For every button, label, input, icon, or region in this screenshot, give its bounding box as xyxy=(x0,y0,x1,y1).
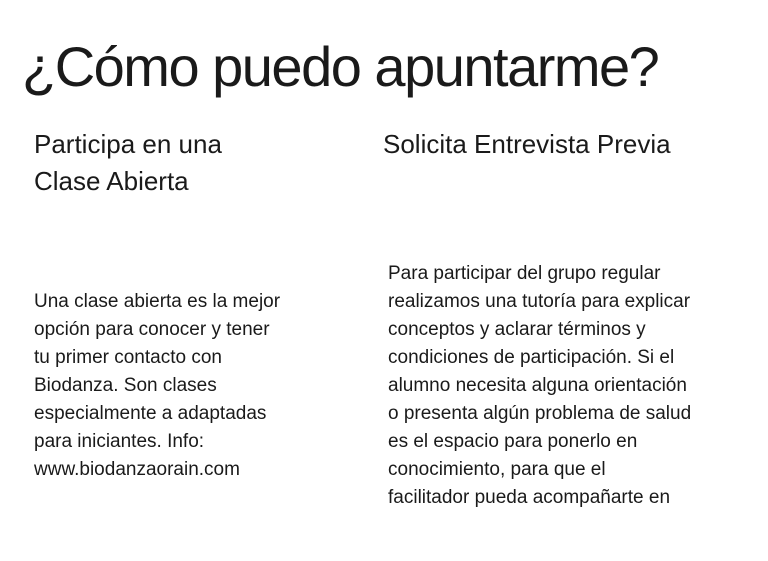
left-body-line: para iniciantes. Info: xyxy=(34,431,205,452)
right-body-line: conocimiento, para que el xyxy=(388,459,606,480)
right-body-line: condiciones de participación. Si el xyxy=(388,347,675,368)
left-body-line: Una clase abierta es la mejor xyxy=(34,291,281,312)
left-heading-line: Clase Abierta xyxy=(34,166,189,196)
left-column-body xyxy=(34,288,334,484)
left-body-line: tu primer contacto con xyxy=(34,347,222,368)
left-body-line: especialmente a adaptadas xyxy=(34,403,267,424)
page-title: ¿Cómo puedo apuntarme? xyxy=(22,35,659,98)
right-body-line: es el espacio para ponerlo en xyxy=(388,431,638,452)
right-column-heading: Solicita Entrevista Previa xyxy=(383,129,671,159)
right-body-line: Para participar del grupo regular xyxy=(388,263,661,284)
website-link[interactable]: www.biodanzaorain.com xyxy=(34,459,240,480)
right-body-line: realizamos una tutoría para explicar xyxy=(388,291,691,312)
left-body-line: opción para conocer y tener xyxy=(34,319,270,340)
left-column-heading xyxy=(34,126,294,200)
left-heading-line: Participa en una xyxy=(34,129,222,159)
right-body-line: o presenta algún problema de salud xyxy=(388,403,692,424)
right-body-line: facilitador pueda acompañarte en xyxy=(388,487,671,508)
left-body-line: Biodanza. Son clases xyxy=(34,375,217,396)
right-body-line: conceptos y aclarar términos y xyxy=(388,319,646,340)
right-body-line: alumno necesita alguna orientación xyxy=(388,375,687,396)
right-column-body xyxy=(388,260,744,512)
